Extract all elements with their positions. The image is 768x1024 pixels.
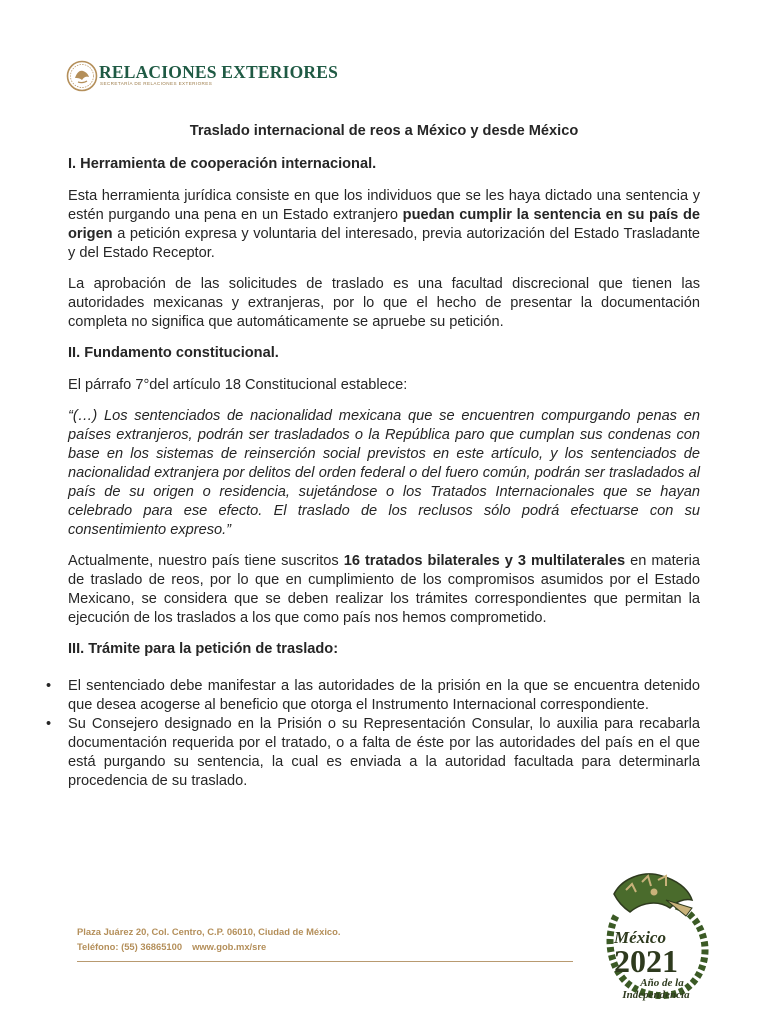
seal-line-1: Año de la (640, 977, 684, 989)
mexico-2021-seal (596, 864, 716, 1014)
list-item (46, 715, 700, 791)
bold-text-run: 16 tratados bilaterales y 3 multilaterales (343, 553, 626, 569)
logo-title: RELACIONES EXTERIORES (99, 62, 339, 82)
footer-divider (77, 961, 573, 962)
list-item (46, 677, 700, 715)
list-item-text: Su Consejero designado en la Prisión o su Representación Consular, lo auxilia para recabarla documentación requerida por el tratado, o a falta de éste por las autoridades del país en el que está purgando su sentencia, la cual es enviada a la autoridad facultada para determinarla procedencia de su traslado. (68, 716, 700, 789)
text-run: Actualmente, nuestro país tiene suscritos (68, 553, 344, 569)
constitutional-quote: “(…) Los sentenciados de nacionalidad mexicana que se encuentren compurgando penas en países extranjeros, podrán ser trasladados o la República paro que cumplan sus condenas con base en los sistemas de reinserción social previstos en este artículo, y los sentenciados de nacionalidad extranjera por delitos del orden federal o del fuero común, podrán ser trasladados al país de su origen o residencia, sujetándose o los Tratados Internacionales que se hayan celebrado para ese efecto. El traslado de los reclusos sólo podrá efectuarse con su consentimiento expreso.” (68, 408, 700, 538)
document-body (46, 122, 701, 791)
seal-year: 2021 (614, 943, 678, 979)
section-3-heading: III. Trámite para la petición de traslado: (68, 641, 339, 657)
eagle-emblem-icon (66, 60, 98, 92)
bullet-icon: • (46, 716, 52, 732)
footer-address: Plaza Juárez 20, Col. Centro, C.P. 06010, Ciudad de México. (77, 926, 341, 937)
procedure-list (46, 677, 700, 791)
section-2-heading: II. Fundamento constitucional. (68, 345, 279, 361)
text-run: en materia de traslado de reos, por lo que en cumplimiento de los compromisos asumidos por el Estado Mexicano, se considera que se deben realizar los trámites correspondientes que permitan la ejecución de los traslados a los que como país nos hemos comprometido. (68, 553, 700, 626)
section-1-paragraph-1 (68, 187, 700, 263)
text-run: Esta herramienta jurídica consiste en que los individuos que se les haya dictado una sentencia y estén purgando una pena en un Estado extranjero (68, 188, 700, 223)
seal-word: México (614, 928, 666, 947)
bold-text-run: puedan cumplir la sentencia en su país de origen (68, 207, 701, 242)
bullet-icon: • (46, 678, 52, 694)
footer-contact (77, 924, 340, 954)
footer-phone: Teléfono: (55) 36865100 (77, 941, 183, 952)
section-2-paragraph-1: El párrafo 7°del artículo 18 Constitucional establece: (68, 377, 408, 393)
logo-subtitle: SECRETARÍA DE RELACIONES EXTERIORES (100, 81, 213, 86)
seal-line-2: Independencia (622, 989, 690, 1001)
footer-website: www.gob.mx/sre (192, 941, 267, 952)
section-1-heading: I. Herramienta de cooperación internacional. (68, 156, 377, 172)
text-run: a petición expresa y voluntaria del interesado, previa autorización del Estado Trasladante y del Estado Receptor. (68, 226, 700, 261)
document-title: Traslado internacional de reos a México y desde México (189, 123, 579, 139)
footer-phone-web (77, 939, 340, 954)
section-1-paragraph-2: La aprobación de las solicitudes de traslado es una facultad discrecional que tienen las autoridades mexicanas y extranjeras, por lo que el hecho de presentar la documentación completa no significa que automáticamente se apruebe su petición. (68, 276, 700, 330)
list-item-text: El sentenciado debe manifestar a las autoridades de la prisión en la que se encuentra detenido que desea acogerse al beneficio que otorga el Instrumento Internacional correspondiente. (68, 678, 700, 713)
sre-logo (66, 60, 356, 94)
section-2-paragraph-3 (68, 552, 700, 628)
